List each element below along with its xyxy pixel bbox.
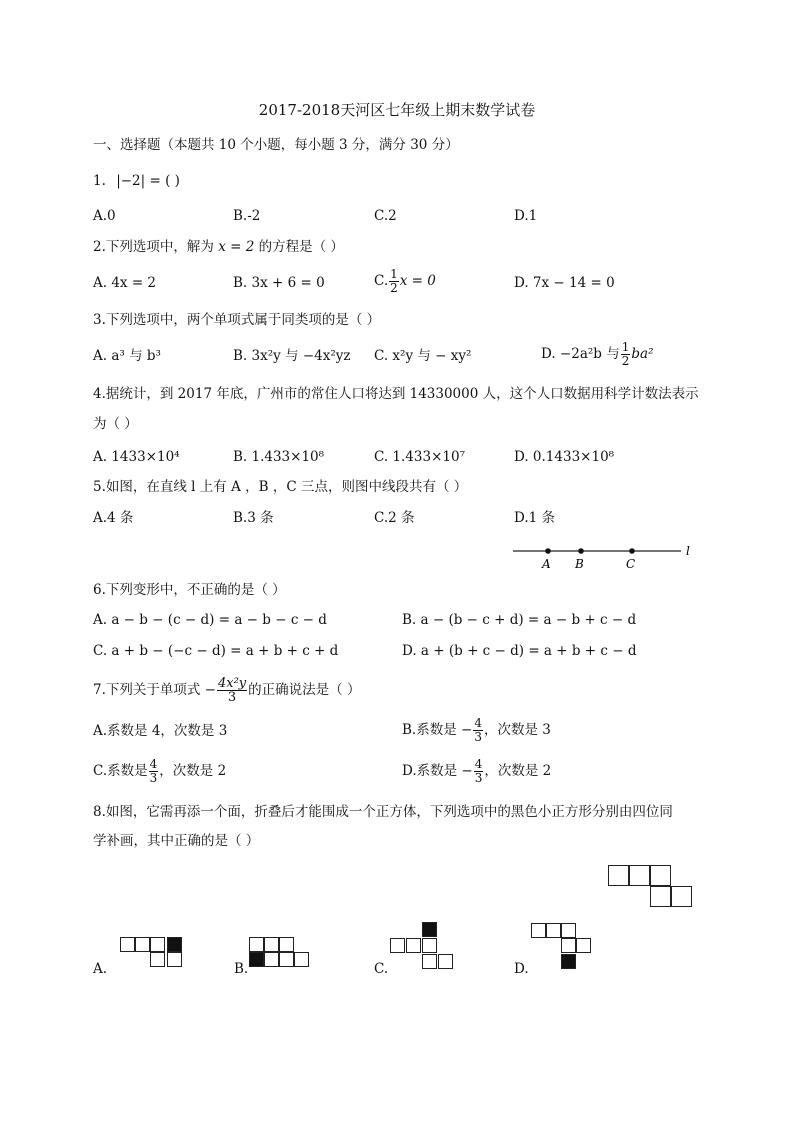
q8-option-b-label: B.	[234, 961, 249, 977]
q7-d-num: 4	[474, 757, 483, 771]
net-cell	[264, 937, 279, 952]
q7-c-pre: C.系数是	[93, 763, 148, 779]
q7-option-b	[402, 714, 551, 746]
net-cell	[546, 923, 561, 938]
net-cell	[279, 952, 294, 967]
q3-option-b: B. 3x²y 与 −4x²yz	[233, 348, 351, 364]
q7-b-den: 3	[474, 730, 482, 744]
q6-option-d: D. a + (b + c − d) = a + b + c − d	[402, 643, 637, 659]
q5-option-c: C.2 条	[374, 510, 415, 526]
q1-number: 1.	[93, 173, 106, 189]
question-3-stem: 3.下列选项中，两个单项式属于同类项的是（ ）	[93, 312, 381, 328]
q3-d-post: ba²	[631, 346, 654, 362]
net-cell	[406, 938, 421, 953]
q7-option-d	[402, 755, 551, 787]
q2-option-b: B. 3x + 6 = 0	[233, 275, 325, 291]
net-cell	[650, 886, 671, 907]
q7-frac-num: 4x²y	[217, 676, 247, 691]
net-cell-added	[167, 937, 182, 952]
q7-d-den: 3	[474, 771, 483, 785]
net-cell	[279, 937, 294, 952]
net-cell	[294, 952, 309, 967]
q7-d-post: ，次数是 2	[484, 763, 552, 779]
q8-option-d-net	[531, 923, 601, 973]
question-6-stem: 6.下列变形中，不正确的是（ ）	[93, 582, 286, 598]
net-cell	[576, 938, 591, 953]
q7-c-post: ，次数是 2	[159, 763, 227, 779]
q2-c-label: C.	[374, 273, 389, 289]
q7-stem-post: 的正确说法是（ ）	[248, 682, 361, 698]
question-8-stem-line1: 8.如图，它需再添一个面，折叠后才能围成一个正方体，下列选项中的黑色小正方形分别由四位同	[93, 804, 673, 820]
q7-b-pre: B.系数是 −	[402, 722, 473, 738]
q7-d-pre: D.系数是 −	[402, 763, 473, 779]
q8-given-net	[608, 865, 698, 910]
q2-stem-post: 的方程是（ ）	[258, 239, 344, 255]
net-cell	[629, 865, 650, 886]
q2-stem-math: x = 2	[218, 239, 255, 255]
q8-option-c-label: C.	[374, 961, 389, 977]
q8-option-c-net	[390, 922, 460, 972]
net-cell	[120, 937, 135, 952]
q7-c-num: 4	[149, 757, 158, 771]
net-cell	[561, 923, 576, 938]
q3-option-c: C. x²y 与 − xy²	[374, 348, 472, 364]
q8-option-d-label: D.	[514, 961, 529, 977]
question-7-stem	[93, 673, 360, 707]
net-cell	[561, 938, 576, 953]
q7-frac-den: 3	[227, 690, 237, 705]
net-cell-added	[561, 954, 576, 969]
point-a-dot	[545, 548, 551, 554]
q3-d-pre: D. −2a²b 与	[541, 346, 620, 362]
q2-option-c	[374, 266, 436, 296]
q6-option-b: B. a − (b − c + d) = a − b + c − d	[402, 612, 637, 628]
q7-stem-pre: 7.下列关于单项式 −	[93, 682, 216, 698]
q1-abs-expr: |−2|	[116, 173, 146, 189]
q1-option-b: B.-2	[233, 208, 261, 224]
q1-option-d: D.1	[514, 208, 538, 224]
point-c-label: C	[626, 557, 636, 571]
q2-c-rest: x = 0	[399, 273, 436, 289]
q5-option-a: A.4 条	[93, 510, 134, 526]
q5-line-figure	[505, 538, 705, 574]
question-5-stem: 5.如图，在直线 l 上有 A ，B ，C 三点，则图中线段共有（ ）	[93, 479, 468, 495]
q6-option-a: A. a − b − (c − d) = a − b − c − d	[93, 612, 327, 628]
q2-option-a: A. 4x = 2	[93, 275, 157, 291]
question-4-stem-line2: 为（ ）	[93, 416, 138, 432]
q7-b-num: 4	[474, 716, 482, 730]
point-b-label: B	[575, 557, 584, 571]
point-c-dot	[629, 548, 635, 554]
point-a-label: A	[542, 557, 551, 571]
q2-c-fraction	[389, 268, 399, 295]
q4-option-b: B. 1.433×10⁸	[233, 449, 325, 465]
q7-c-fraction	[149, 758, 159, 785]
net-cell	[167, 952, 182, 967]
q3-option-a: A. a³ 与 b³	[93, 348, 161, 364]
q5-option-b: B.3 条	[233, 510, 274, 526]
q1-stem-post: = ( )	[149, 173, 180, 189]
net-cell	[390, 938, 405, 953]
q8-option-b-net	[249, 937, 319, 971]
net-cell	[438, 954, 453, 969]
net-cell-added	[422, 922, 437, 937]
q7-b-fraction	[473, 717, 483, 744]
q3-d-fraction	[621, 341, 631, 368]
q8-option-a-label: A.	[93, 961, 108, 977]
q7-b-post: ，次数是 3	[483, 722, 551, 738]
q4-option-c: C. 1.433×10⁷	[374, 449, 465, 465]
net-cell	[150, 937, 165, 952]
net-cell	[608, 865, 629, 886]
page-title: 2017-2018天河区七年级上期末数学试卷	[258, 101, 536, 119]
net-cell	[650, 865, 671, 886]
q2-c-num: 1	[390, 267, 398, 281]
question-4-stem-line1: 4.据统计，到 2017 年底，广州市的常住人口将达到 14330000 人，这个人口数据用科学计数法表示	[93, 386, 699, 402]
q7-c-den: 3	[149, 771, 158, 785]
q3-option-d	[541, 339, 653, 369]
q3-d-num: 1	[621, 340, 630, 354]
net-cell	[531, 923, 546, 938]
q2-stem-pre: 2.下列选项中，解为	[93, 239, 214, 255]
q7-d-fraction	[474, 758, 484, 785]
question-2-stem	[93, 238, 344, 256]
question-1-stem	[93, 172, 180, 190]
q3-d-den: 2	[621, 354, 630, 368]
net-cell	[249, 937, 264, 952]
q4-option-d: D. 0.1433×10⁸	[514, 449, 615, 465]
net-cell	[422, 938, 437, 953]
q4-option-a: A. 1433×10⁴	[93, 449, 180, 465]
net-cell	[671, 886, 692, 907]
q2-c-den: 2	[390, 281, 398, 295]
line-l-label: l	[686, 544, 690, 558]
q1-option-a: A.0	[93, 208, 116, 224]
net-cell	[150, 952, 165, 967]
q8-option-a-net	[120, 937, 190, 971]
net-cell	[264, 952, 279, 967]
q5-option-d: D.1 条	[514, 510, 556, 526]
q7-option-a: A.系数是 4，次数是 3	[93, 723, 228, 739]
q7-stem-fraction	[217, 677, 247, 704]
section-heading: 一、选择题（本题共 10 个小题，每小题 3 分，满分 30 分）	[93, 137, 459, 153]
net-cell	[135, 937, 150, 952]
question-8-stem-line2: 学补画，其中正确的是（ ）	[93, 833, 260, 849]
q6-option-c: C. a + b − (−c − d) = a + b + c + d	[93, 643, 339, 659]
q2-option-d: D. 7x − 14 = 0	[514, 275, 615, 291]
point-b-dot	[578, 548, 584, 554]
net-cell	[422, 954, 437, 969]
q7-option-c	[93, 755, 226, 787]
net-cell-added	[249, 952, 264, 967]
q1-option-c: C.2	[374, 208, 397, 224]
